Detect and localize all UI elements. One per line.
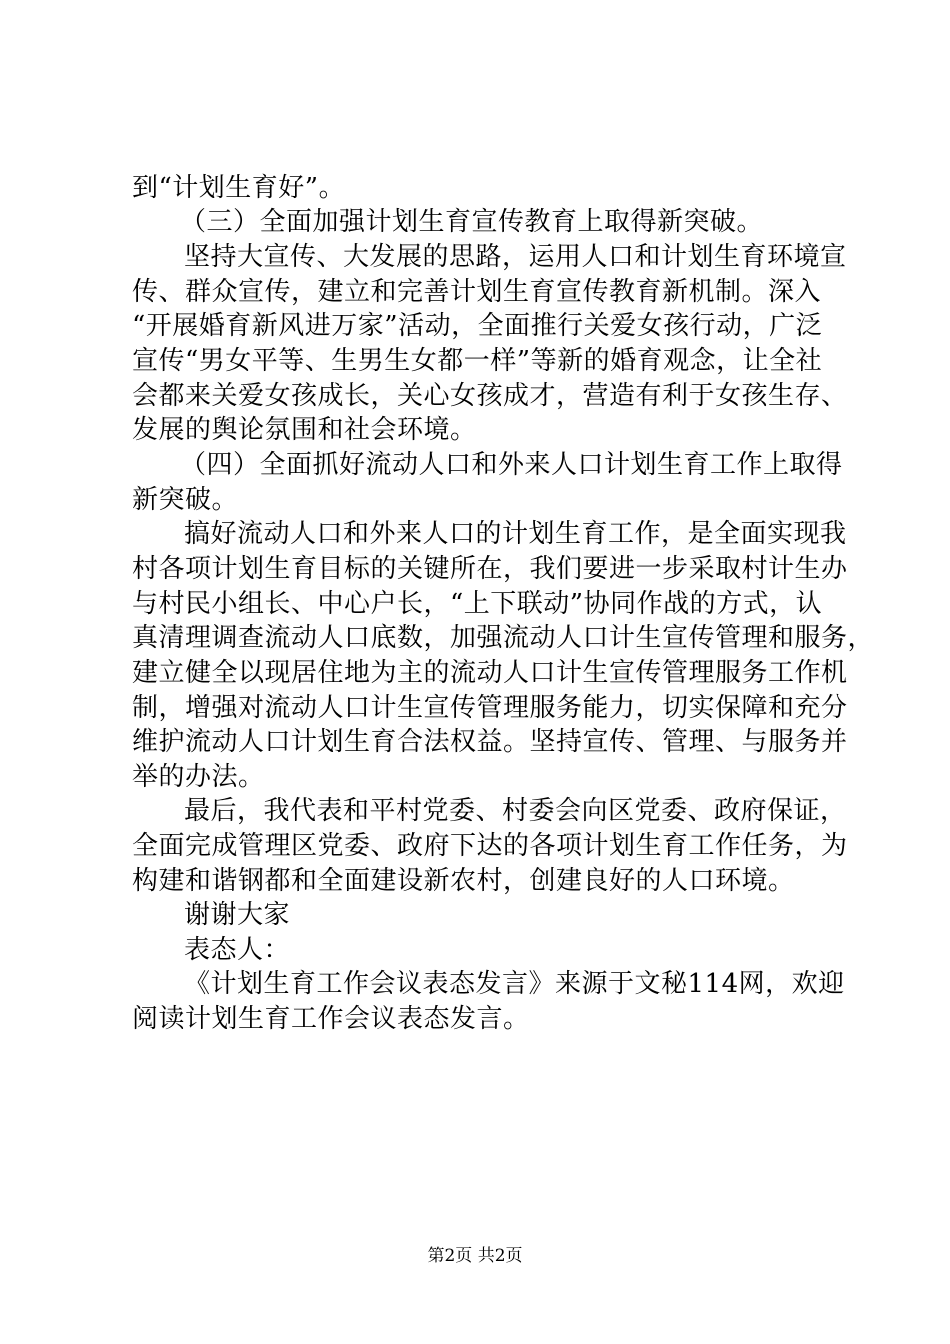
text-line: 发展的舆论氛围和社会环境。 bbox=[132, 415, 477, 445]
text-line: 搞好流动人口和外来人口的计划生育工作，是全面实现我 bbox=[184, 519, 847, 549]
text-line: 传、群众宣传，建立和完善计划生育宣传教育新机制。深入 bbox=[132, 277, 822, 307]
text-line: 构建和谐钢都和全面建设新农村，创建良好的人口环境。 bbox=[132, 866, 795, 896]
text-line: 真清理调查流动人口底数，加强流动人口计生宣传管理和服务， bbox=[132, 623, 875, 653]
section-heading: （四）全面抓好流动人口和外来人口计划生育工作上取得 bbox=[180, 450, 843, 480]
text-line: 制，增强对流动人口计生宣传管理服务能力，切实保障和充分 bbox=[132, 693, 848, 723]
text-line: 建立健全以现居住地为主的流动人口计生宣传管理服务工作机 bbox=[132, 658, 848, 688]
section-heading: （三）全面加强计划生育宣传教育上取得新突破。 bbox=[180, 207, 764, 237]
text-line: 举的办法。 bbox=[132, 762, 265, 792]
text-line: 全面完成管理区党委、政府下达的各项计划生育工作任务，为 bbox=[132, 831, 848, 861]
text-line: 与村民小组长、中心户长，“上下联动”协同作战的方式，认 bbox=[132, 589, 823, 619]
closing-thanks: 谢谢大家 bbox=[184, 900, 291, 930]
signatory-label: 表态人： bbox=[184, 935, 291, 965]
text-line: 最后，我代表和平村党委、村委会向区党委、政府保证， bbox=[184, 796, 847, 826]
text-line: 坚持大宣传、大发展的思路，运用人口和计划生育环境宣 bbox=[184, 242, 847, 272]
source-note: 《计划生育工作会议表态发言》来源于文秘114网，欢迎 bbox=[184, 969, 845, 999]
text-line: 新突破。 bbox=[132, 485, 239, 515]
source-note: 阅读计划生育工作会议表态发言。 bbox=[132, 1004, 530, 1034]
text-line: “开展婚育新风进万家”活动，全面推行关爱女孩行动，广泛 bbox=[132, 311, 823, 341]
page-footer: 第2页 共2页 bbox=[427, 1246, 523, 1266]
text-line: 到“计划生育好”。 bbox=[132, 173, 346, 203]
text-line: 会都来关爱女孩成长，关心女孩成才，营造有利于女孩生存、 bbox=[132, 381, 848, 411]
text-line: 村各项计划生育目标的关键所在，我们要进一步采取村计生办 bbox=[132, 554, 848, 584]
text-line: 维护流动人口计划生育合法权益。坚持宣传、管理、与服务并 bbox=[132, 727, 848, 757]
text-line: 宣传“男女平等、生男生女都一样”等新的婚育观念，让全社 bbox=[132, 346, 823, 376]
